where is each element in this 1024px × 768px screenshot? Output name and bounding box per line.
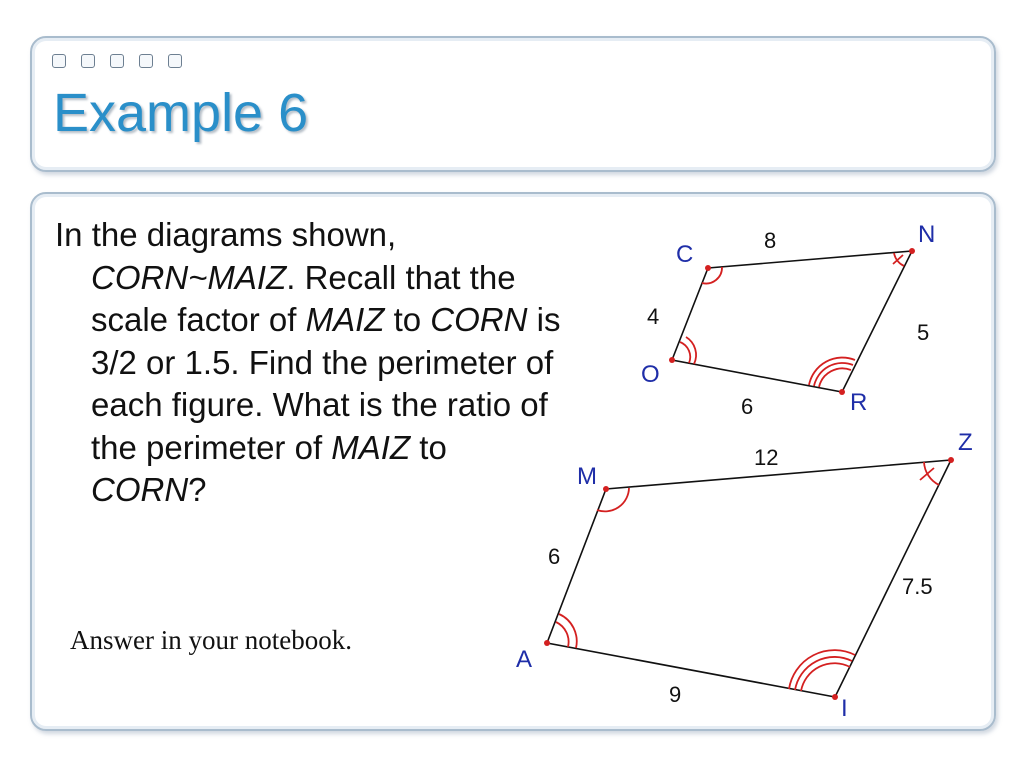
maiz-outline — [547, 460, 951, 697]
figure-name-maiz: MAIZ — [331, 428, 411, 466]
side-label-rn: 5 — [917, 320, 930, 345]
vertex-dot-c — [705, 265, 711, 271]
problem-part: to — [384, 301, 431, 338]
angle-mark-o — [686, 337, 696, 364]
vertex-dot-z — [948, 457, 954, 463]
side-label-ma: 6 — [548, 544, 561, 569]
figure-name-corn: CORN — [91, 471, 189, 508]
slide-title: Example 6 — [53, 83, 309, 143]
vertex-label-c: C — [676, 241, 694, 268]
vertex-dot-o — [669, 357, 675, 363]
vertex-label-n: N — [918, 221, 936, 248]
vertex-label-i: I — [841, 695, 848, 722]
side-label-co: 4 — [647, 304, 660, 329]
vertex-label-r: R — [850, 389, 868, 416]
problem-part: . Recall that the scale factor of — [91, 258, 516, 338]
corn-outline — [672, 251, 912, 392]
side-label-cn: 8 — [764, 228, 777, 253]
problem-part: is 3/2 or 1.5. Find the perimeter of each figure. What is the ratio of the perimeter of — [91, 301, 561, 466]
vertex-label-z: Z — [958, 429, 973, 456]
problem-part: In the diagrams shown, — [55, 216, 397, 253]
figure-name-maiz: MAIZ — [305, 301, 385, 338]
answer-note: Answer in your notebook. — [70, 625, 352, 655]
angle-mark-i — [789, 650, 855, 689]
vertex-dot-m — [603, 486, 609, 492]
angle-mark-a — [556, 622, 569, 647]
similarity-statement: CORN~MAIZ — [91, 258, 287, 296]
quadrilateral-corn — [641, 221, 935, 419]
problem-part: ? — [188, 471, 207, 508]
vertex-dot-a — [544, 640, 550, 646]
problem-part: to — [410, 428, 447, 466]
angle-tick-z — [920, 468, 934, 480]
vertex-dot-r — [839, 389, 845, 395]
figure-name-corn: CORN — [430, 301, 528, 338]
vertex-dot-i — [832, 694, 838, 700]
quadrilateral-maiz — [516, 429, 973, 722]
vertex-label-a: A — [516, 646, 533, 673]
vertex-label-m: M — [577, 463, 597, 490]
side-label-or: 6 — [741, 394, 754, 419]
side-label-ai: 9 — [669, 682, 682, 707]
side-label-iz: 7.5 — [902, 574, 933, 599]
side-label-mz: 12 — [754, 445, 779, 470]
vertex-label-o: O — [641, 361, 660, 388]
vertex-dot-n — [909, 248, 915, 254]
angle-mark-o — [680, 342, 690, 363]
